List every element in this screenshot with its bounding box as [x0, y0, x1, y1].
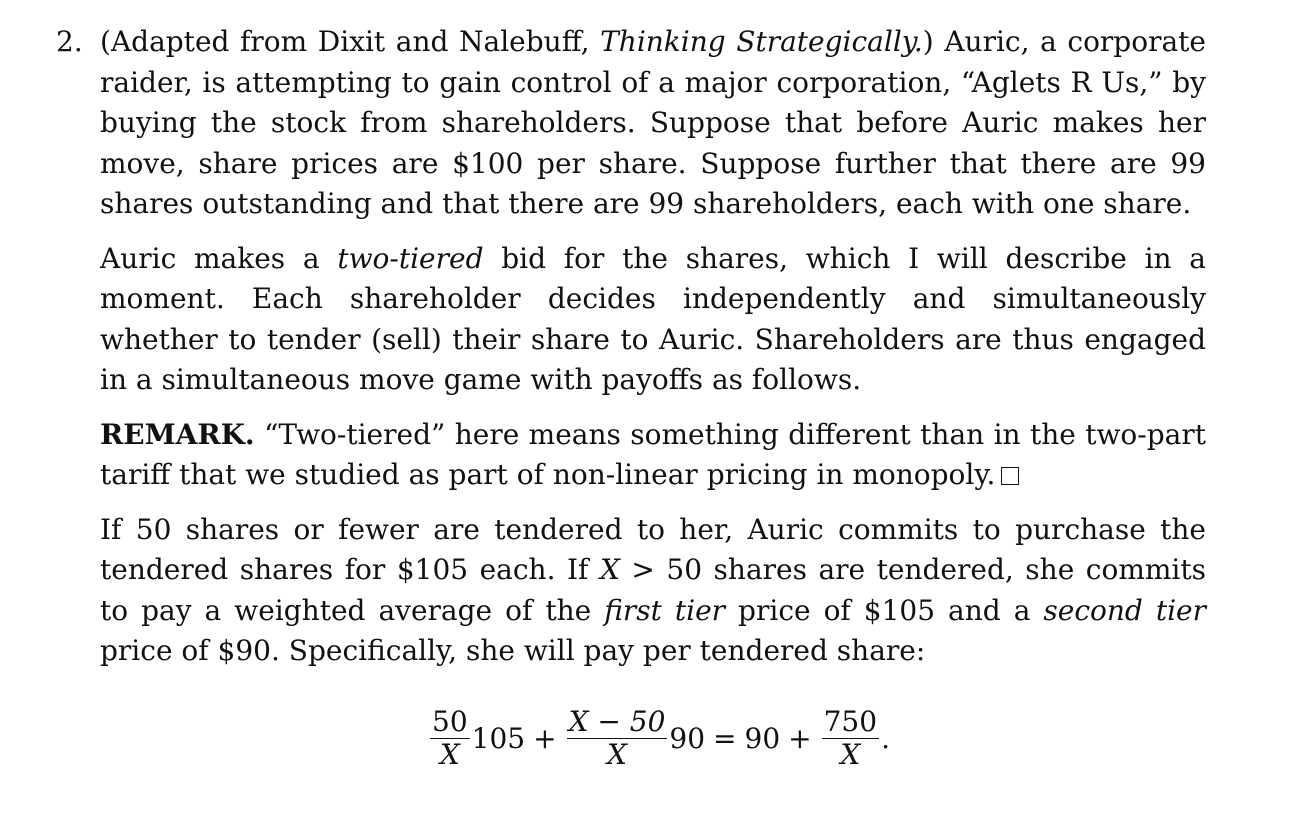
- intro-citation-prefix: (Adapted from Dixit and Nalebuff,: [100, 25, 601, 58]
- price-equation: [428, 698, 890, 778]
- remark-paragraph: [100, 415, 1206, 496]
- bid-paragraph: [100, 239, 1206, 401]
- second-tier-price: 90: [669, 721, 706, 755]
- problem-number: 2.: [56, 25, 83, 58]
- equation-period: .: [881, 721, 890, 755]
- bid-text-after: bid for the shares, which I will describe in a moment. Each shareholder decides independently and simultaneously whether to tender (sell) their share to Auric. Shareholders are thus engaged in a simultaneous move game with payoffs as follows.: [100, 241, 1206, 396]
- intro-text: ) Auric, a corporate raider, is attempting to gain control of a major corporation, “Aglets R Us,” by buying the stock from shareholders. Suppose that before Auric makes her move, share prices are $100 per share. Suppose further that there are 99 shares outstanding and that there are 99 shareholders, each with one share.: [100, 25, 1206, 220]
- bid-text-before: Auric makes a: [100, 241, 338, 275]
- problem-body: [100, 22, 1206, 686]
- plus-operator: +: [788, 721, 812, 755]
- constant-term: 90: [744, 721, 781, 755]
- pricing-text-4: price of $90. Specifically, she will pay per tendered share:: [100, 634, 926, 667]
- fraction-numerator: 750: [823, 704, 878, 738]
- pricing-text-2: > 50 shares are tendered, she commits to pay a weighted average of the: [100, 553, 1207, 627]
- intro-paragraph: [100, 22, 1206, 225]
- fraction-premium: [822, 706, 879, 771]
- first-tier-price: 105: [471, 721, 526, 755]
- second-tier-emphasis: second tier: [1043, 593, 1207, 627]
- fraction-denominator: X: [840, 737, 861, 771]
- fraction-numerator: X − 50: [568, 704, 666, 738]
- book-title: Thinking Strategically.: [600, 25, 923, 58]
- pricing-text-1: If 50 shares or fewer are tendered to her, Auric commits to purchase the tendered shares for $105 each. If: [100, 512, 1206, 586]
- plus-operator: +: [533, 721, 557, 755]
- fraction-denominator: X: [439, 737, 460, 771]
- first-tier-emphasis: first tier: [604, 593, 726, 627]
- end-of-remark-box-icon: [1001, 467, 1019, 485]
- remark-text: “Two-tiered” here means something different than in the two-part tariff that we studied as part of non-linear pricing in monopoly.: [100, 417, 1206, 491]
- pricing-text-3: price of $105 and a: [725, 593, 1044, 627]
- remark-label: REMARK.: [100, 417, 255, 451]
- fraction-first-tier-weight: [430, 706, 470, 771]
- two-tiered-emphasis: two-tiered: [337, 241, 484, 275]
- fraction-numerator: 50: [432, 704, 468, 738]
- fraction-denominator: X: [607, 737, 627, 771]
- pricing-paragraph: [100, 510, 1206, 672]
- variable-x: X: [599, 553, 620, 586]
- equals-operator: =: [713, 721, 737, 755]
- fraction-second-tier-weight: [567, 706, 668, 771]
